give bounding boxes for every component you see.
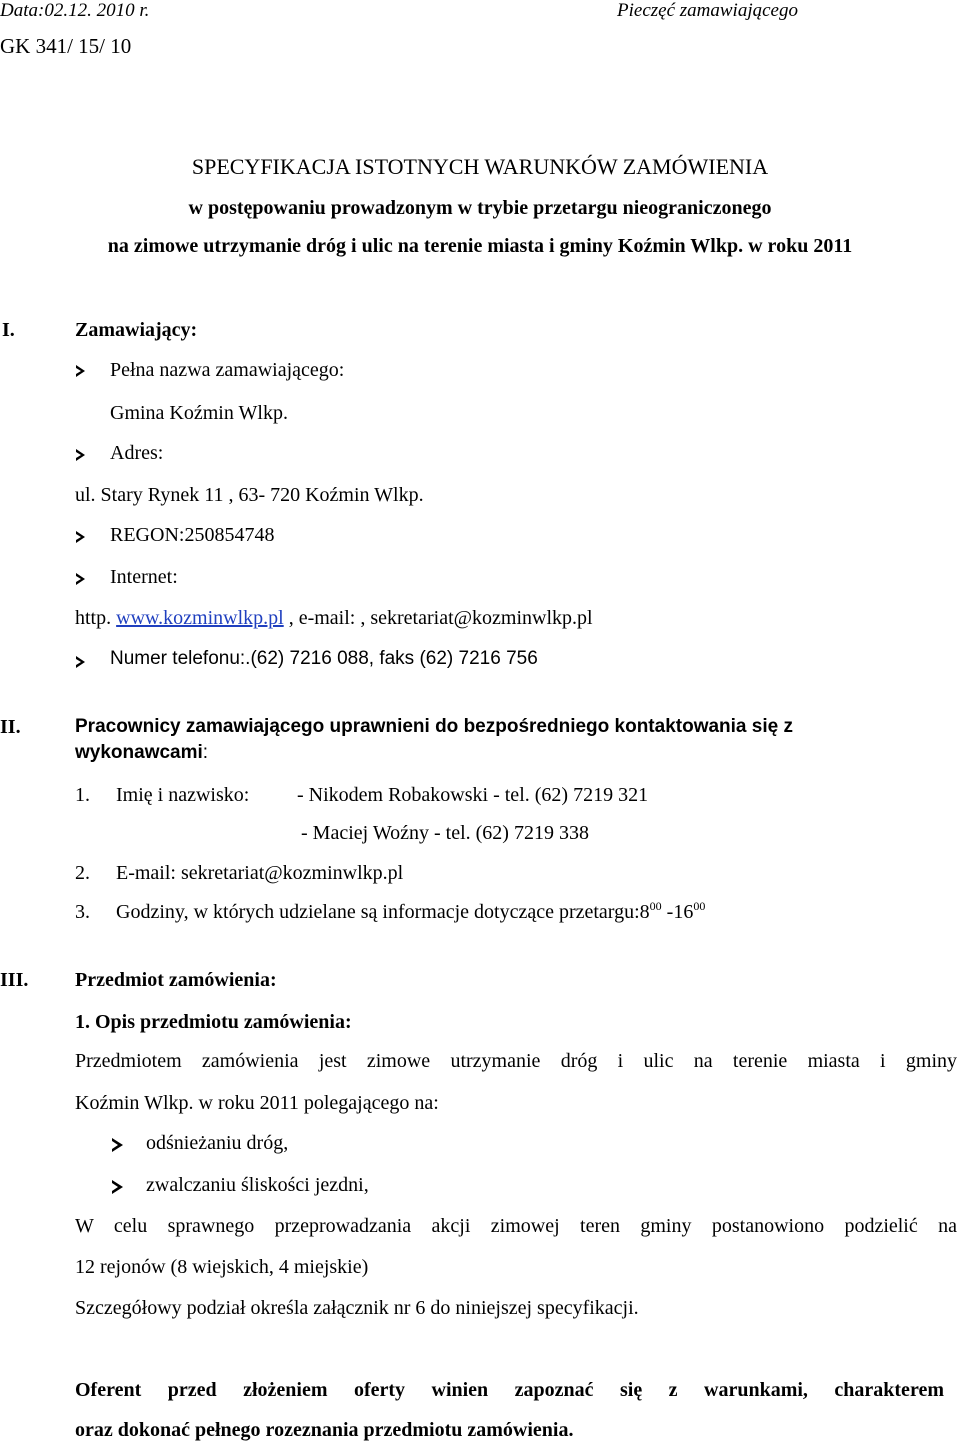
- section-3-number: III.: [0, 969, 29, 991]
- internet-label: Internet:: [110, 566, 178, 588]
- fullname-label: Pełna nazwa zamawiającego:: [110, 359, 345, 381]
- regions-line-1: W celu sprawnego przeprowadzania akcji zimowej teren gminy postanowiono podzielić na: [75, 1215, 957, 1237]
- contact-person-2: - Maciej Woźny - tel. (62) 7219 338: [301, 822, 589, 844]
- address-label: Adres:: [110, 442, 164, 464]
- address-value: ul. Stary Rynek 11 , 63- 720 Koźmin Wlkp.: [75, 484, 424, 506]
- item-2-number: 2.: [75, 862, 90, 884]
- section-2-heading-word: wykonawcami: [75, 742, 203, 763]
- bullet-arrow-icon: [76, 531, 85, 543]
- section-1-number: I.: [2, 319, 15, 341]
- title-subtitle: w postępowaniu prowadzonym w trybie przetargu nieograniczonego: [188, 197, 772, 219]
- bullet-arrow-icon: [76, 656, 85, 668]
- info-hours-text: Godziny, w których udzielane są informacje dotyczące przetargu:8: [116, 901, 650, 923]
- item-3-number: 3.: [75, 901, 90, 923]
- hours-end-minutes: 00: [693, 899, 706, 913]
- hours-start-minutes: 00: [649, 899, 662, 913]
- regions-line-2: 12 rejonów (8 wiejskich, 4 miejskie): [75, 1256, 369, 1278]
- section-3-heading: Przedmiot zamówienia:: [75, 969, 277, 991]
- name-label: Imię i nazwisko:: [116, 784, 250, 806]
- regions-attachment-note: Szczegółowy podział określa załącznik nr 6 do niniejszej specyfikacji.: [75, 1297, 639, 1319]
- bullet-arrow-icon: [76, 573, 85, 585]
- reference-number: GK 341/ 15/ 10: [0, 34, 132, 58]
- fullname-value: Gmina Koźmin Wlkp.: [110, 402, 288, 424]
- bullet-arrow-icon: [76, 365, 85, 377]
- info-hours: [116, 900, 705, 924]
- bullet-arrow-icon: [76, 449, 85, 461]
- section-1-heading: Zamawiający:: [75, 319, 198, 341]
- description-line-1: Przedmiotem zamówienia jest zimowe utrzymanie dróg i ulic na terenie miasta i gminy: [75, 1050, 957, 1072]
- scope-item-snow-removal: odśnieżaniu dróg,: [146, 1132, 289, 1154]
- contact-person-1: - Nikodem Robakowski - tel. (62) 7219 321: [297, 784, 649, 806]
- section-2-number: II.: [0, 716, 21, 738]
- stamp-label: Pieczęć zamawiającego: [617, 0, 798, 21]
- section-2-heading-colon: :: [202, 742, 209, 763]
- section-2-heading-line1: Pracownicy zamawiającego uprawnieni do bezpośredniego kontaktowania się z: [75, 716, 793, 737]
- phone-fax: Numer telefonu:.(62) 7216 088, faks (62) 7216 756: [110, 648, 538, 669]
- closing-note-line-2: oraz dokonać pełnego rozeznania przedmiotu zamówienia.: [75, 1419, 574, 1441]
- email-text: , e-mail: , sekretariat@kozminwlkp.pl: [283, 607, 593, 629]
- document-date: Data:02.12. 2010 r.: [0, 0, 150, 21]
- section-2-heading-line2: [75, 742, 208, 765]
- subject-description-heading: 1. Opis przedmiotu zamówienia:: [75, 1011, 352, 1033]
- contact-email: E-mail: sekretariat@kozminwlkp.pl: [116, 862, 404, 884]
- website-link[interactable]: www.kozminwlkp.pl: [116, 607, 284, 629]
- item-1-number: 1.: [75, 784, 90, 806]
- regon: REGON:250854748: [110, 524, 275, 546]
- description-line-2: Koźmin Wlkp. w roku 2011 polegającego na:: [75, 1092, 439, 1114]
- internet-prefix: http.: [75, 607, 117, 629]
- title-subject: na zimowe utrzymanie dróg i ulic na terenie miasta i gminy Koźmin Wlkp. w roku 2011: [107, 235, 853, 257]
- bullet-arrow-icon: [112, 1138, 123, 1152]
- internet-line: [75, 606, 593, 630]
- page-title: SPECYFIKACJA ISTOTNYCH WARUNKÓW ZAMÓWIENIA: [191, 154, 769, 179]
- scope-item-anti-slip: zwalczaniu śliskości jezdni,: [146, 1174, 369, 1196]
- info-hours-end: -16: [661, 901, 694, 923]
- bullet-arrow-icon: [112, 1180, 123, 1194]
- closing-note-line-1: Oferent przed złożeniem oferty winien zapoznać się z warunkami, charakterem: [75, 1379, 944, 1401]
